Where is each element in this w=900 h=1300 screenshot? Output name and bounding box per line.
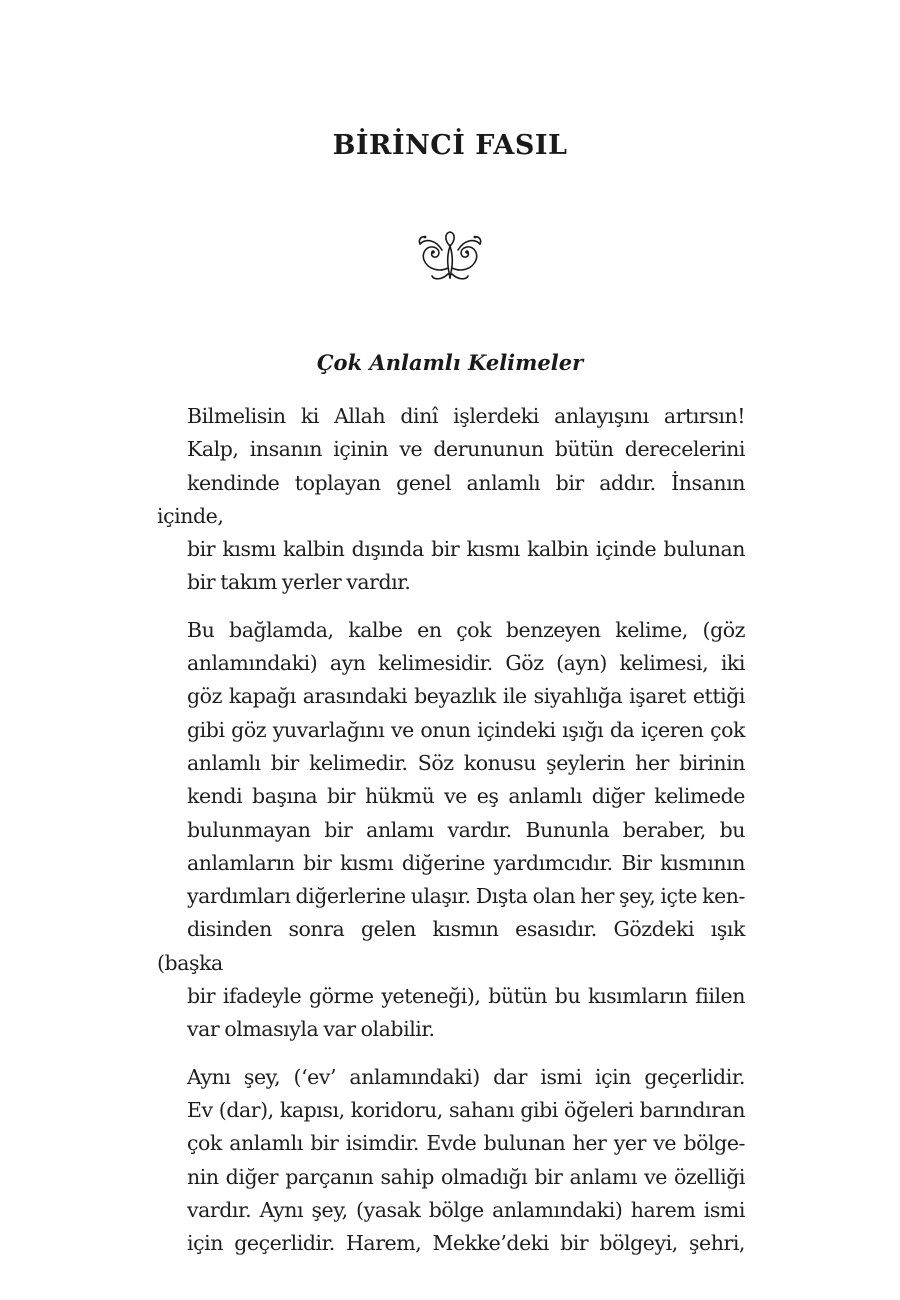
text-line: Aynı şey, (‘ev’ anlamındaki) dar ismi için geçerlidir. <box>187 1064 745 1089</box>
text-line: Ev (dar), kapısı, koridoru, sahanı gibi öğeleri barındıran <box>187 1097 745 1122</box>
text-line: anlamların bir kısmı diğerine yardımcıdır. Bir kısmının <box>187 850 745 875</box>
text-line: Kalp, insanın içinin ve derununun bütün derecelerini <box>187 437 745 462</box>
paragraph <box>157 614 745 1047</box>
text-line: anlamındaki) ayn kelimesidir. Göz (ayn) kelimesi, iki <box>187 651 745 676</box>
text-line: bir ifadeyle görme yeteneği), bütün bu kısımların fiilen <box>187 984 745 1009</box>
text-line: Bilmelisin ki Allah dinî işlerdeki anlayışını artırsın! <box>187 404 745 428</box>
text-line: anlamlı bir kelimedir. Söz konusu şeylerin her birinin <box>187 750 745 775</box>
text-line: kendi başına bir hükmü ve eş anlamlı diğer kelimede <box>187 784 745 809</box>
text-line: bir takım yerler vardır. <box>187 570 411 595</box>
chapter-title: BİRİNCİ FASIL <box>332 130 568 161</box>
paragraph <box>157 400 745 600</box>
text-line: kendinde toplayan genel anlamlı bir addır. İnsanın içinde, <box>157 470 745 528</box>
text-line: bir kısmı kalbin dışında bir kısmı kalbin içinde bulunan <box>187 537 745 562</box>
section-heading: Çok Anlamlı Kelimeler <box>316 350 584 375</box>
text-line: vardır. Aynı şey, (yasak bölge anlamındaki) harem ismi <box>187 1197 745 1222</box>
text-line: bulunmayan bir anlamı vardır. Bununla beraber, bu <box>187 817 745 842</box>
paragraph <box>157 1061 745 1261</box>
body-text <box>157 400 745 1274</box>
text-line: için geçerlidir. Harem, Mekke’deki bir bölgeyi, şehri, <box>187 1231 745 1256</box>
text-line: göz kapağı arasındaki beyazlık ile siyahlığa işaret ettiği <box>187 684 745 709</box>
text-line: nin diğer parçanın sahip olmadığı bir anlamı ve özelliği <box>187 1164 745 1189</box>
text-line: gibi göz yuvarlağını ve onun içindeki ışığı da içeren çok <box>187 717 745 742</box>
floral-ornament-icon <box>412 228 488 284</box>
text-line: disinden sonra gelen kısmın esasıdır. Gözdeki ışık (başka <box>157 917 745 975</box>
text-line: yardımları diğerlerine ulaşır. Dışta olan her şey, içte ken- <box>187 884 745 909</box>
text-line: Bu bağlamda, kalbe en çok benzeyen kelime, (göz <box>187 617 745 642</box>
text-line: çok anlamlı bir isimdir. Evde bulunan her yer ve bölge- <box>187 1131 745 1156</box>
text-line: var olmasıyla var olabilir. <box>187 1017 435 1042</box>
